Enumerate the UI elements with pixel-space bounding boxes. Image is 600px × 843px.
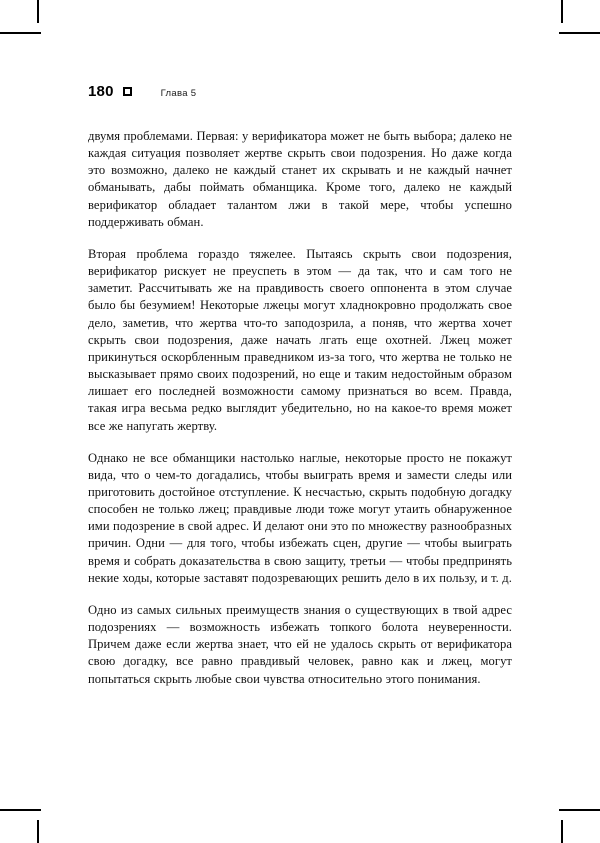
paragraph: Одно из самых сильных преимуществ знания о существующих в твой адрес подозрениях — возможность избежать топкого болота неуверенности. Причем даже если жертва знает, что ей не удалось скрыть от верификатора свою догадку, все равно правдивый человек, равно как и лжец, могут попытаться скрыть любые свои чувства относительно этого понимания. bbox=[88, 602, 512, 686]
body-text bbox=[88, 128, 512, 688]
square-bullet-icon bbox=[123, 87, 132, 96]
crop-mark-bottom-left-horizontal bbox=[0, 809, 41, 811]
book-page bbox=[88, 84, 512, 688]
crop-mark-bottom-right-vertical bbox=[561, 820, 563, 843]
running-head bbox=[88, 84, 512, 104]
paragraph: двумя проблемами. Первая: у верификатора может не быть выбора; далеко не каждая ситуация позволяет жертве скрыть свои подозрения. Но даже когда это возможно, далеко не каждый станет их скрывать и не каждый начнет обманывать, дабы поймать обманщика. Кроме того, далеко не каждый верификатор обладает талантом лжи в такой мере, чтобы успешно поддерживать обман. bbox=[88, 129, 512, 229]
page-number: 180 bbox=[88, 83, 114, 100]
chapter-title: Глава 5 bbox=[160, 88, 197, 99]
paragraph: Однако не все обманщики настолько наглые, некоторые просто не покажут вида, что о чем-то догадались, чтобы выиграть время и замести следы или приготовить достойное отступление. К несчастью, скрыть подобную догадку способен не только лжец; правдивые люди тоже могут утаить обнаруженное ими подозрение в свой адрес. И делают они это по множеству разнообразных причин. Одни — для того, чтобы избежать сцен, другие — чтобы выиграть время и собрать доказательства в свою защиту, третьи — чтобы предпринять некие ходы, которые заставят подозревающих решить дело в их пользу, и т. д. bbox=[88, 450, 512, 585]
crop-mark-top-left-horizontal bbox=[0, 32, 41, 34]
crop-mark-top-left-vertical bbox=[37, 0, 39, 23]
crop-mark-bottom-left-vertical bbox=[37, 820, 39, 843]
crop-mark-top-right-horizontal bbox=[559, 32, 600, 34]
crop-mark-top-right-vertical bbox=[561, 0, 563, 23]
paragraph: Вторая проблема гораздо тяжелее. Пытаясь скрыть свои подозрения, верификатор рискует не преуспеть в этом — да так, что и сам того не заметит. Рассчитывать же на правдивость своего оппонента в этом случае было бы безумием! Некоторые лжецы могут хладнокровно продолжать свое дело, заметив, что жертва что-то заподозрила, а поняв, что жертва хочет скрыть свои подозрения, даже начать лгать еще охотней. Лжец может прикинуться оскорбленным праведником из-за того, что жертва не только не высказывает прямо своих подозрений, но еще и таким недостойным образом лишает его последней возможности самому признаться во всем. Правда, такая игра весьма редко выглядит убедительно, но на какое-то время может все же напугать жертву. bbox=[88, 246, 512, 433]
crop-mark-bottom-right-horizontal bbox=[559, 809, 600, 811]
